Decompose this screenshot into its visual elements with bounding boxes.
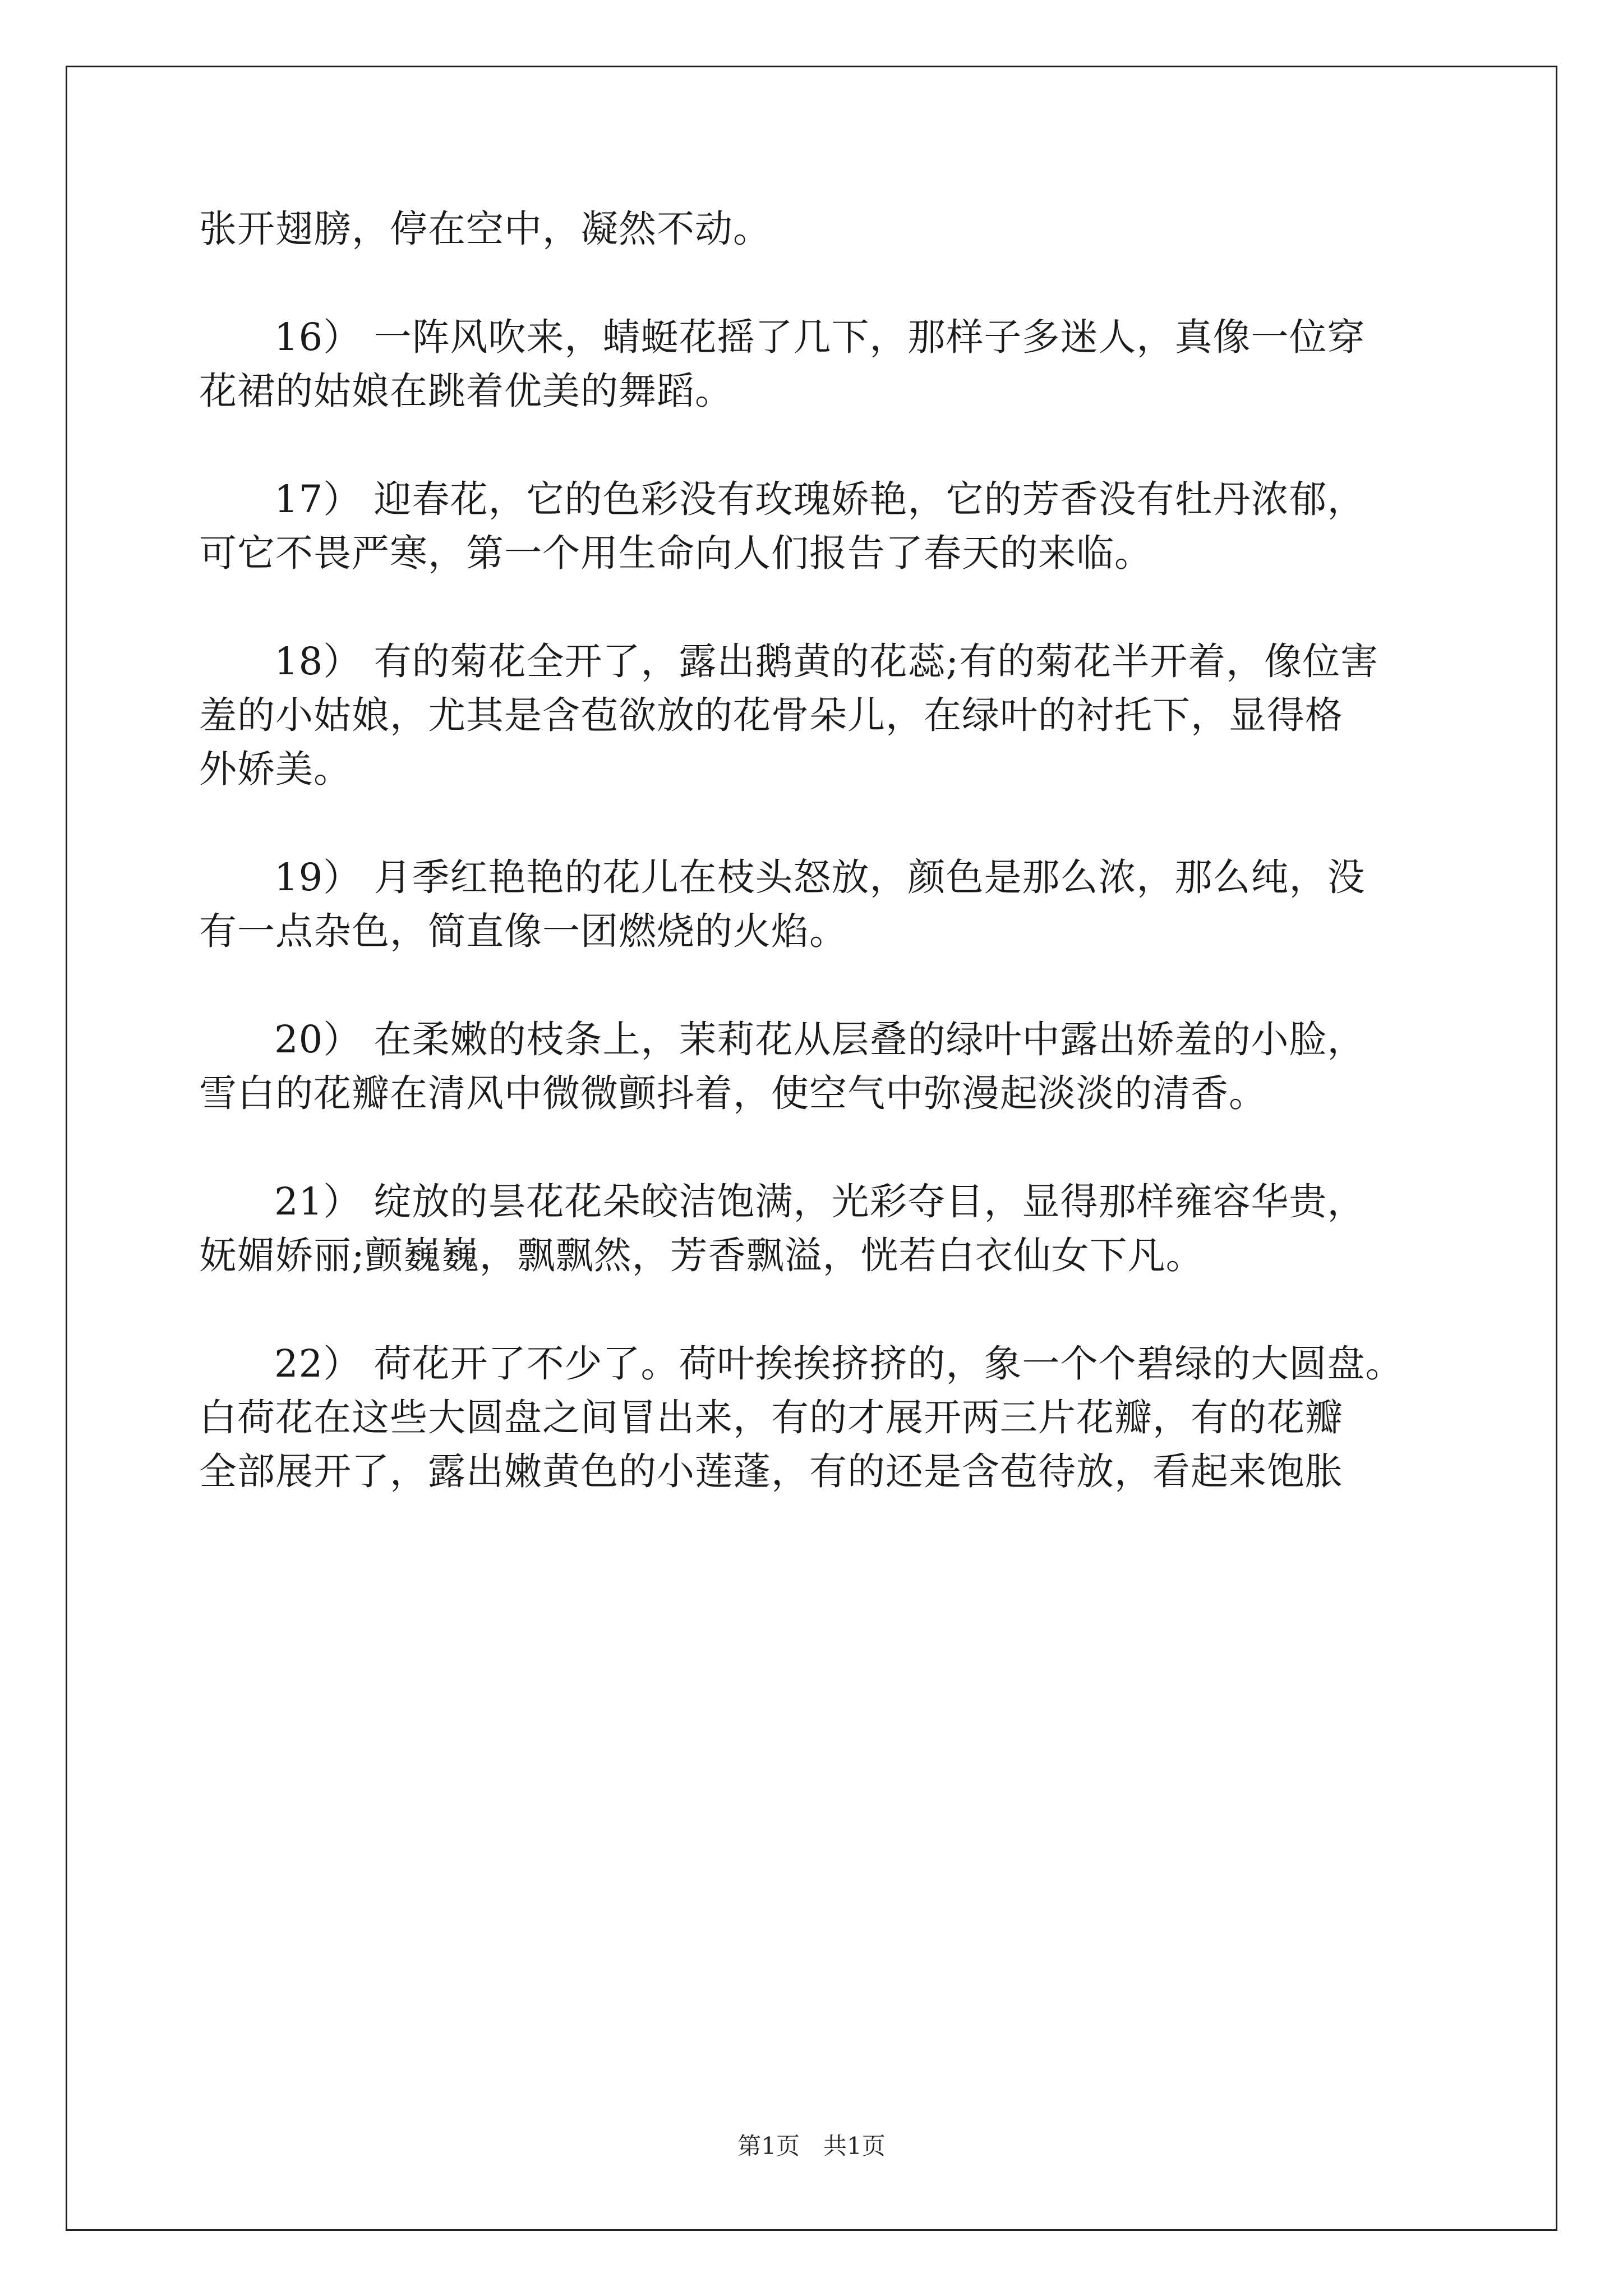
text-line-6: 18） 有的菊花全开了，露出鹅黄的花蕊;有的菊花半开着，像位害 (274, 639, 1379, 683)
text-line-3: 花裙的姑娘在跳着优美的舞蹈。 (199, 369, 733, 413)
text-line-2: 16） 一阵风吹来，蜻蜓花摇了几下，那样子多迷人，真像一位穿 (274, 315, 1366, 359)
text-line-16: 白荷花在这些大圆盘之间冒出来，有的才展开两三片花瓣，有的花瓣 (199, 1396, 1343, 1439)
text-line-9: 19） 月季红艳艳的花儿在枝头怒放，颜色是那么浓，那么纯，没 (274, 855, 1366, 899)
text-line-1: 张开翅膀，停在空中，凝然不动。 (199, 207, 771, 251)
page-number-footer: 第1页 共1页 (737, 2132, 886, 2160)
text-line-12: 雪白的花瓣在清风中微微颤抖着，使空气中弥漫起淡淡的清香。 (199, 1071, 1267, 1115)
document-body (199, 202, 1467, 1498)
text-line-17: 全部展开了，露出嫩黄色的小莲蓬，有的还是含苞待放，看起来饱胀 (199, 1450, 1343, 1493)
text-line-4: 17） 迎春花，它的色彩没有玫瑰娇艳，它的芳香没有牡丹浓郁， (274, 477, 1366, 521)
text-line-14: 妩媚娇丽;颤巍巍，飘飘然，芳香飘溢，恍若白衣仙女下凡。 (199, 1234, 1204, 1277)
text-line-11: 20） 在柔嫩的枝条上，茉莉花从层叠的绿叶中露出娇羞的小脸， (274, 1018, 1366, 1061)
text-line-15: 22） 荷花开了不少了。荷叶挨挨挤挤的，象一个个碧绿的大圆盘。 (274, 1342, 1404, 1386)
text-line-13: 21） 绽放的昙花花朵皎洁饱满，光彩夺目，显得那样雍容华贵， (274, 1180, 1366, 1223)
text-line-8: 外娇美。 (199, 747, 352, 791)
text-line-7: 羞的小姑娘，尤其是含苞欲放的花骨朵儿，在绿叶的衬托下，显得格 (199, 693, 1343, 737)
text-line-10: 有一点杂色，简直像一团燃烧的火焰。 (199, 909, 847, 953)
text-line-5: 可它不畏严寒，第一个用生命向人们报告了春天的来临。 (199, 531, 1152, 575)
